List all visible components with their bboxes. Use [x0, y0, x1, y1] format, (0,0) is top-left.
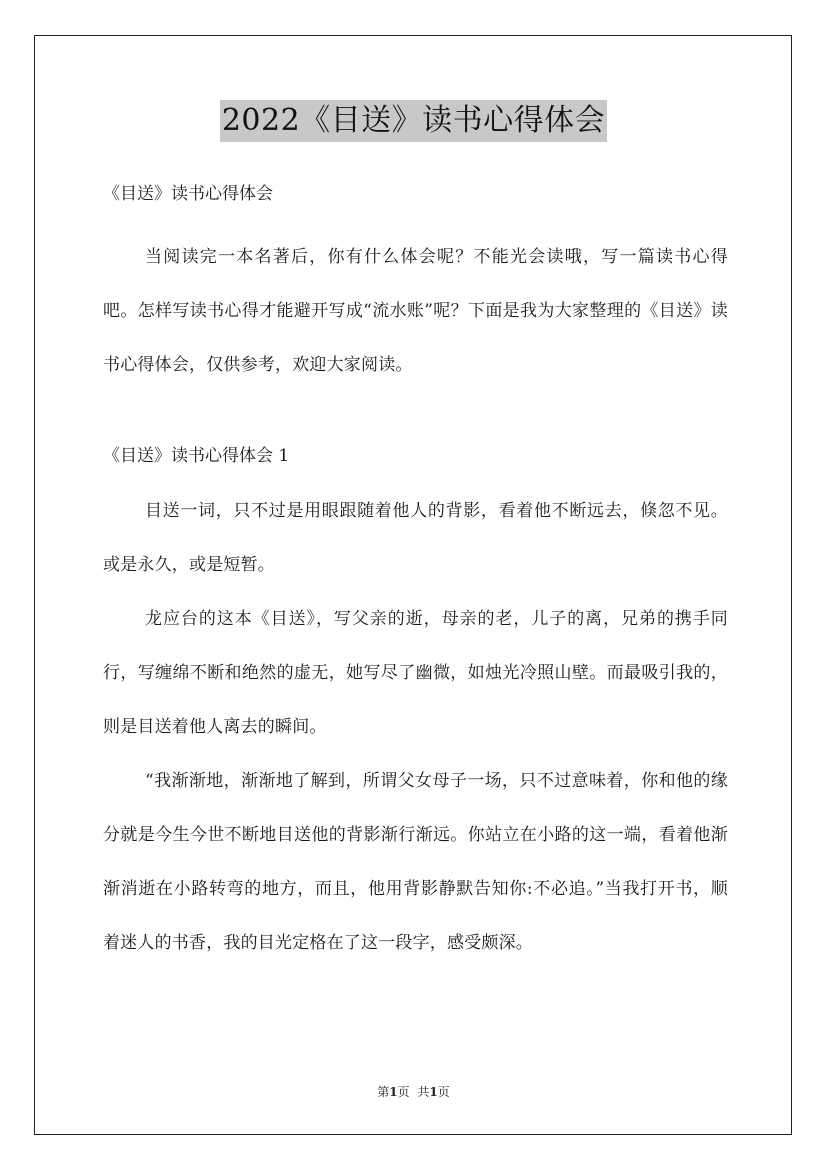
body-paragraph: “我渐渐地，渐渐地了解到，所谓父女母子一场，只不过意味着，你和他的缘分就是今生今世不断地目送他的背影渐行渐远。你站立在小路的这一端，看着他渐渐消逝在小路转弯的地方，而且，他用背影静默告知你:不必追。”当我打开书，顺着迷人的书香，我的目光定格在了这一段字，感受颇深。 [103, 771, 728, 953]
body-paragraph: 目送一词，只不过是用眼跟随着他人的背影，看着他不断远去，倏忽不见。或是永久，或是短暂。 [103, 501, 728, 575]
page-footer [0, 1084, 827, 1100]
section-heading: 《目送》读书心得体会 1 [103, 446, 290, 466]
total-label-prefix: 共 [417, 1085, 430, 1099]
document-subtitle: 《目送》读书心得体会 [103, 184, 273, 204]
intro-paragraph: 当阅读完一本名著后，你有什么体会呢？不能光会读哦，写一篇读书心得吧。怎样写读书心得才能避开写成“流水账”呢？下面是我为大家整理的《目送》读书心得体会，仅供参考，欢迎大家阅读。 [103, 247, 728, 375]
page-label-prefix: 第 [377, 1085, 390, 1099]
page-label-suffix: 页 [397, 1085, 410, 1099]
document-body [103, 178, 728, 970]
document-title: 2022《目送》读书心得体会 [220, 100, 607, 142]
total-pages: 1 [429, 1085, 438, 1099]
total-label-suffix: 页 [437, 1085, 450, 1099]
title-container [0, 100, 827, 142]
page-number: 1 [389, 1085, 398, 1099]
body-paragraph: 龙应台的这本《目送》，写父亲的逝，母亲的老，儿子的离，兄弟的携手同行，写缠绵不断和绝然的虚无，她写尽了幽微，如烛光冷照山壁。而最吸引我的，则是目送着他人离去的瞬间。 [103, 609, 728, 737]
